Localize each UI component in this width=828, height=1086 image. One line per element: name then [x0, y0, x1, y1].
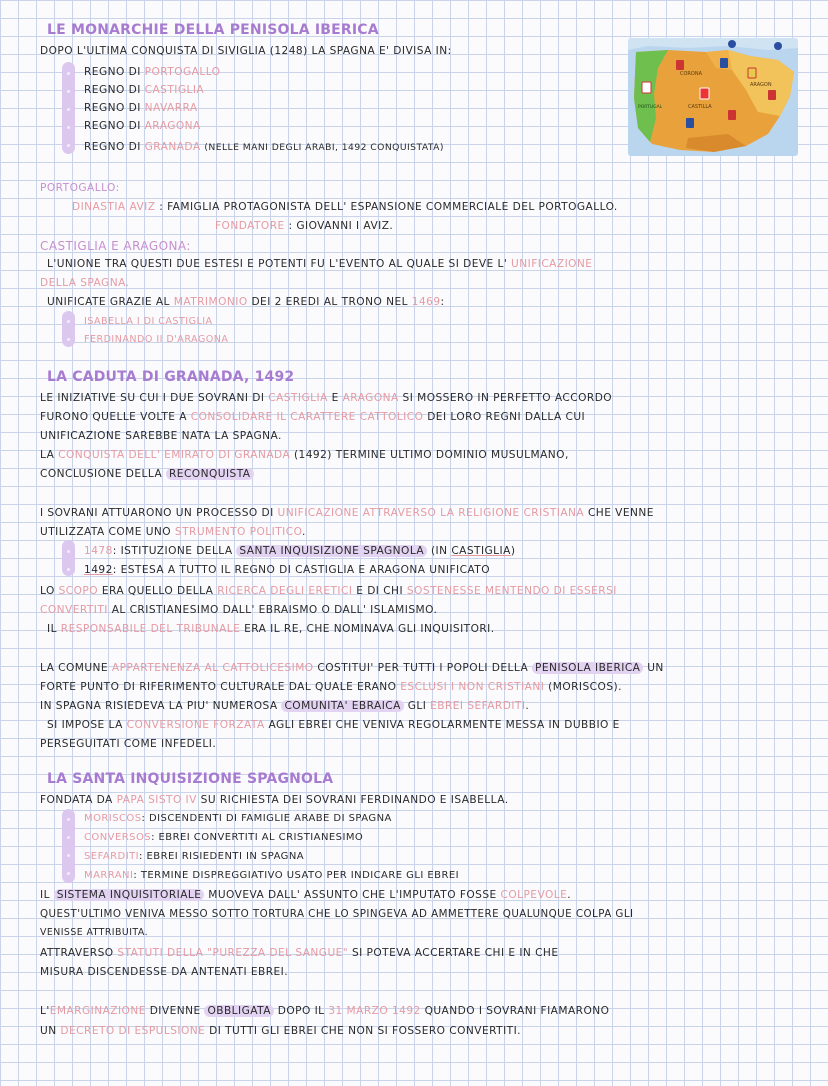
sistema-line: QUEST'ULTIMO VENIVA MESSO SOTTO TORTURA CHE LO SPINGEVA AD AMMETTERE QUALUNQUE COLPA GLI — [40, 908, 634, 920]
iniziative-line: LE INIZIATIVE SU CUI I DUE SOVRANI DI CASTIGLIA E ARAGONA SI MOSSERO IN PERFETTO ACCORDO — [40, 392, 613, 404]
scopo-line: CONVERTITI AL CRISTIANESIMO DALL' EBRAISMO O DALL' ISLAMISMO. — [40, 604, 438, 616]
portogallo-heading: PORTOGALLO: — [40, 182, 120, 194]
kingdom-item: REGNO DI ARAGONA — [84, 120, 201, 132]
sovrani-line: UTILIZZATA COME UNO STRUMENTO POLITICO. — [40, 526, 306, 538]
term-item: MARRANI: TERMINE DISPREGGIATIVO USATO PER INDICARE GLI EBREI — [84, 870, 460, 881]
emarginazione-line: UN DECRETO DI ESPULSIONE DI TUTTI GLI EBREI CHE NON SI FOSSERO CONVERTITI. — [40, 1025, 521, 1037]
comune-line: IN SPAGNA RISIEDEVA LA PIU' NUMEROSA COMUNITA' EBRAICA GLI EBREI SEFARDITI. — [40, 700, 530, 712]
intro-line: DOPO L'ULTIMA CONQUISTA DI SIVIGLIA (1248) LA SPAGNA E' DIVISA IN: — [40, 45, 452, 57]
map-label: CASTILLA — [688, 104, 712, 110]
section-title-granada: LA CADUTA DI GRANADA, 1492 — [47, 369, 295, 385]
scopo-line: LO SCOPO ERA QUELLO DELLA RICERCA DEGLI ERETICI E DI CHI SOSTENESSE MENTENDO DI ESSERSI — [40, 585, 617, 597]
iniziative-line: FURONO QUELLE VOLTE A CONSOLIDARE IL CARATTERE CATTOLICO DEI LORO REGNI DALLA CUI — [40, 411, 586, 423]
iberia-map-image — [628, 38, 798, 156]
emarginazione-line: L'EMARGINAZIONE DIVENNE OBBLIGATA DOPO IL 31 MARZO 1492 QUANDO I SOVRANI FIAMARONO — [40, 1005, 610, 1017]
term-item: SEFARDITI: EBREI RISIEDENTI IN SPAGNA — [84, 851, 305, 862]
kingdom-item: REGNO DI CASTIGLIA — [84, 84, 205, 96]
sovrani-line: I SOVRANI ATTUARONO UN PROCESSO DI UNIFICAZIONE ATTRAVERSO LA RELIGIONE CRISTIANA CHE VENNE — [40, 507, 654, 519]
kingdom-item: REGNO DI NAVARRA — [84, 102, 198, 114]
heir-item: ISABELLA I DI CASTIGLIA — [84, 316, 213, 327]
castiglia-heading: CASTIGLIA E ARAGONA: — [40, 239, 191, 253]
iniziative-line: UNIFICAZIONE SAREBBE NATA LA SPAGNA. — [40, 430, 282, 442]
matrimonio-line: UNIFICATE GRAZIE AL MATRIMONIO DEI 2 EREDI AL TRONO NEL 1469: — [47, 296, 445, 308]
statuti-line: MISURA DISCENDESSE DA ANTENATI EBREI. — [40, 966, 289, 978]
date-item: 1478: ISTITUZIONE DELLA SANTA INQUISIZIONE SPAGNOLA (IN CASTIGLIA) — [84, 545, 516, 557]
section-title-monarchie: LE MONARCHIE DELLA PENISOLA IBERICA — [47, 22, 379, 38]
sistema-line: VENISSE ATTRIBUITA. — [40, 927, 149, 938]
comune-line: SI IMPOSE LA CONVERSIONE FORZATA AGLI EBREI CHE VENIVA REGOLARMENTE MESSA IN DUBBIO E — [47, 719, 620, 731]
dinastia-line: DINASTIA AVIZ : FAMIGLIA PROTAGONISTA DELL' ESPANSIONE COMMERCIALE DEL PORTOGALLO. — [72, 201, 618, 213]
iniziative-line: CONCLUSIONE DELLA RECONQUISTA — [40, 467, 254, 481]
founder-line: FONDATORE : GIOVANNI I AVIZ. — [215, 220, 394, 232]
map-label: ARAGON — [750, 82, 772, 88]
heir-item: FERDINANDO II D'ARAGONA — [84, 334, 229, 345]
comune-line: FORTE PUNTO DI RIFERIMENTO CULTURALE DAL QUALE ERANO ESCLUSI I NON CRISTIANI (MORISCOS). — [40, 681, 622, 693]
statuti-line: ATTRAVERSO STATUTI DELLA "PUREZZA DEL SANGUE" SI POTEVA ACCERTARE CHI E IN CHE — [40, 947, 559, 959]
iniziative-line: LA CONQUISTA DELL' EMIRATO DI GRANADA (1492) TERMINE ULTIMO DOMINIO MUSULMANO, — [40, 449, 569, 461]
map-label: PORTUGAL — [638, 105, 663, 110]
map-label: CORONA — [680, 71, 702, 77]
date-item: 1492: ESTESA A TUTTO IL REGNO DI CASTIGLIA E ARAGONA UNIFICATO — [84, 564, 491, 576]
section-title-inquisizione: LA SANTA INQUISIZIONE SPAGNOLA — [47, 771, 334, 787]
kingdom-item: REGNO DI PORTOGALLO — [84, 66, 221, 78]
fondata-line: FONDATA DA PAPA SISTO IV SU RICHIESTA DEI SOVRANI FERDINANDO E ISABELLA. — [40, 794, 509, 806]
comune-line: LA COMUNE APPARTENENZA AL CATTOLICESIMO COSTITUI' PER TUTTI I POPOLI DELLA PENISOLA IBERICA UN — [40, 662, 664, 674]
unione-line: L'UNIONE TRA QUESTI DUE ESTESI E POTENTI FU L'EVENTO AL QUALE SI DEVE L' UNIFICAZIONE — [47, 258, 593, 270]
heirs-bullet-bar — [62, 311, 75, 347]
term-item: CONVERSOS: EBREI CONVERTITI AL CRISTIANESIMO — [84, 832, 364, 843]
term-item: MORISCOS: DISCENDENTI DI FAMIGLIE ARABE DI SPAGNA — [84, 813, 392, 824]
comune-line: PERSEGUITATI COME INFEDELI. — [40, 738, 217, 750]
sistema-line: IL SISTEMA INQUISITORIALE MUOVEVA DALL' ASSUNTO CHE L'IMPUTATO FOSSE COLPEVOLE. — [40, 889, 572, 901]
kingdom-item: REGNO DI GRANADA (NELLE MANI DEGLI ARABI, 1492 CONQUISTATA) — [84, 141, 444, 153]
unione-line-2: DELLA SPAGNA. — [40, 277, 130, 289]
responsabile-line: IL RESPONSABILE DEL TRIBUNALE ERA IL RE, CHE NOMINAVA GLI INQUISITORI. — [47, 623, 495, 635]
